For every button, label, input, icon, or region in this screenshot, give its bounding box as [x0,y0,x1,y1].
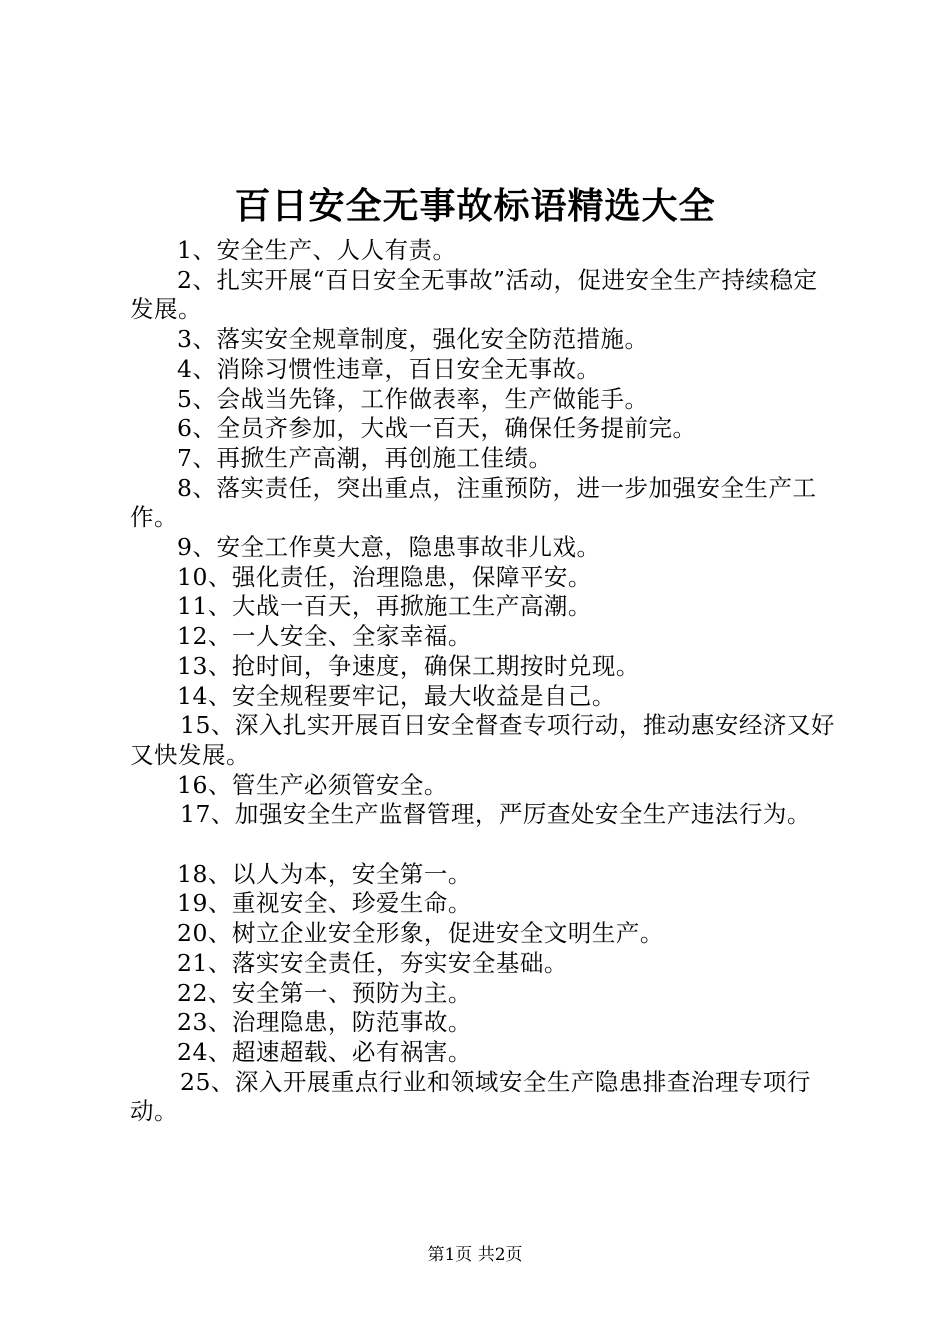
list-item: 11、大战一百天，再掀施工生产高潮。 [177,592,592,621]
list-item: 2、扎实开展“百日安全无事故”活动，促进安全生产持续稳定发展。 [130,265,818,324]
list-item: 23、治理隐患，防范事故。 [177,1008,472,1037]
list-item: 17、加强安全生产监督管理，严厉查处安全生产违法行为。 [180,800,811,829]
list-item: 15、深入扎实开展百日安全督查专项行动，推动惠安经济又好又快发展。 [130,711,835,769]
list-item: 6、全员齐参加，大战一百天，确保任务提前完。 [177,414,697,443]
list-item: 10、强化责任，治理隐患，保障平安。 [177,562,592,591]
list-item: 19、重视安全、珍爱生命。 [177,889,472,918]
list-item: 12、一人安全、全家幸福。 [177,622,472,651]
list-item: 22、安全第一、预防为主。 [177,978,472,1007]
list-item: 25、深入开展重点行业和领域安全生产隐患排查治理专项行动。 [130,1067,811,1126]
list-item: 8、落实责任，突出重点，注重预防，进一步加强安全生产工作。 [130,473,817,532]
list-item: 4、消除习惯性违章，百日安全无事故。 [177,354,601,383]
list-item: 13、抢时间，争速度，确保工期按时兑现。 [177,651,640,680]
page-footer: 第1页 共2页 [427,1245,523,1265]
list-item: 9、安全工作莫大意，隐患事故非儿戏。 [177,533,601,562]
list-item: 3、落实安全规章制度，强化安全防范措施。 [177,325,649,354]
list-item: 14、安全规程要牢记，最大收益是自己。 [177,681,616,710]
list-item: 18、以人为本，安全第一。 [177,859,472,888]
list-item: 20、树立企业安全形象，促进安全文明生产。 [177,919,664,948]
list-item: 7、再掀生产高潮，再创施工佳绩。 [177,443,553,472]
list-item: 1、安全生产、人人有责。 [177,236,457,264]
list-item: 16、管生产必须管安全。 [177,770,448,799]
list-item: 21、落实安全责任，夯实安全基础。 [177,948,568,977]
slogan-list [130,236,840,1127]
list-item: 5、会战当先锋，工作做表率，生产做能手。 [177,384,649,413]
document-title: 百日安全无事故标语精选大全 [234,185,716,227]
list-item: 24、超速超载、必有祸害。 [177,1037,472,1066]
